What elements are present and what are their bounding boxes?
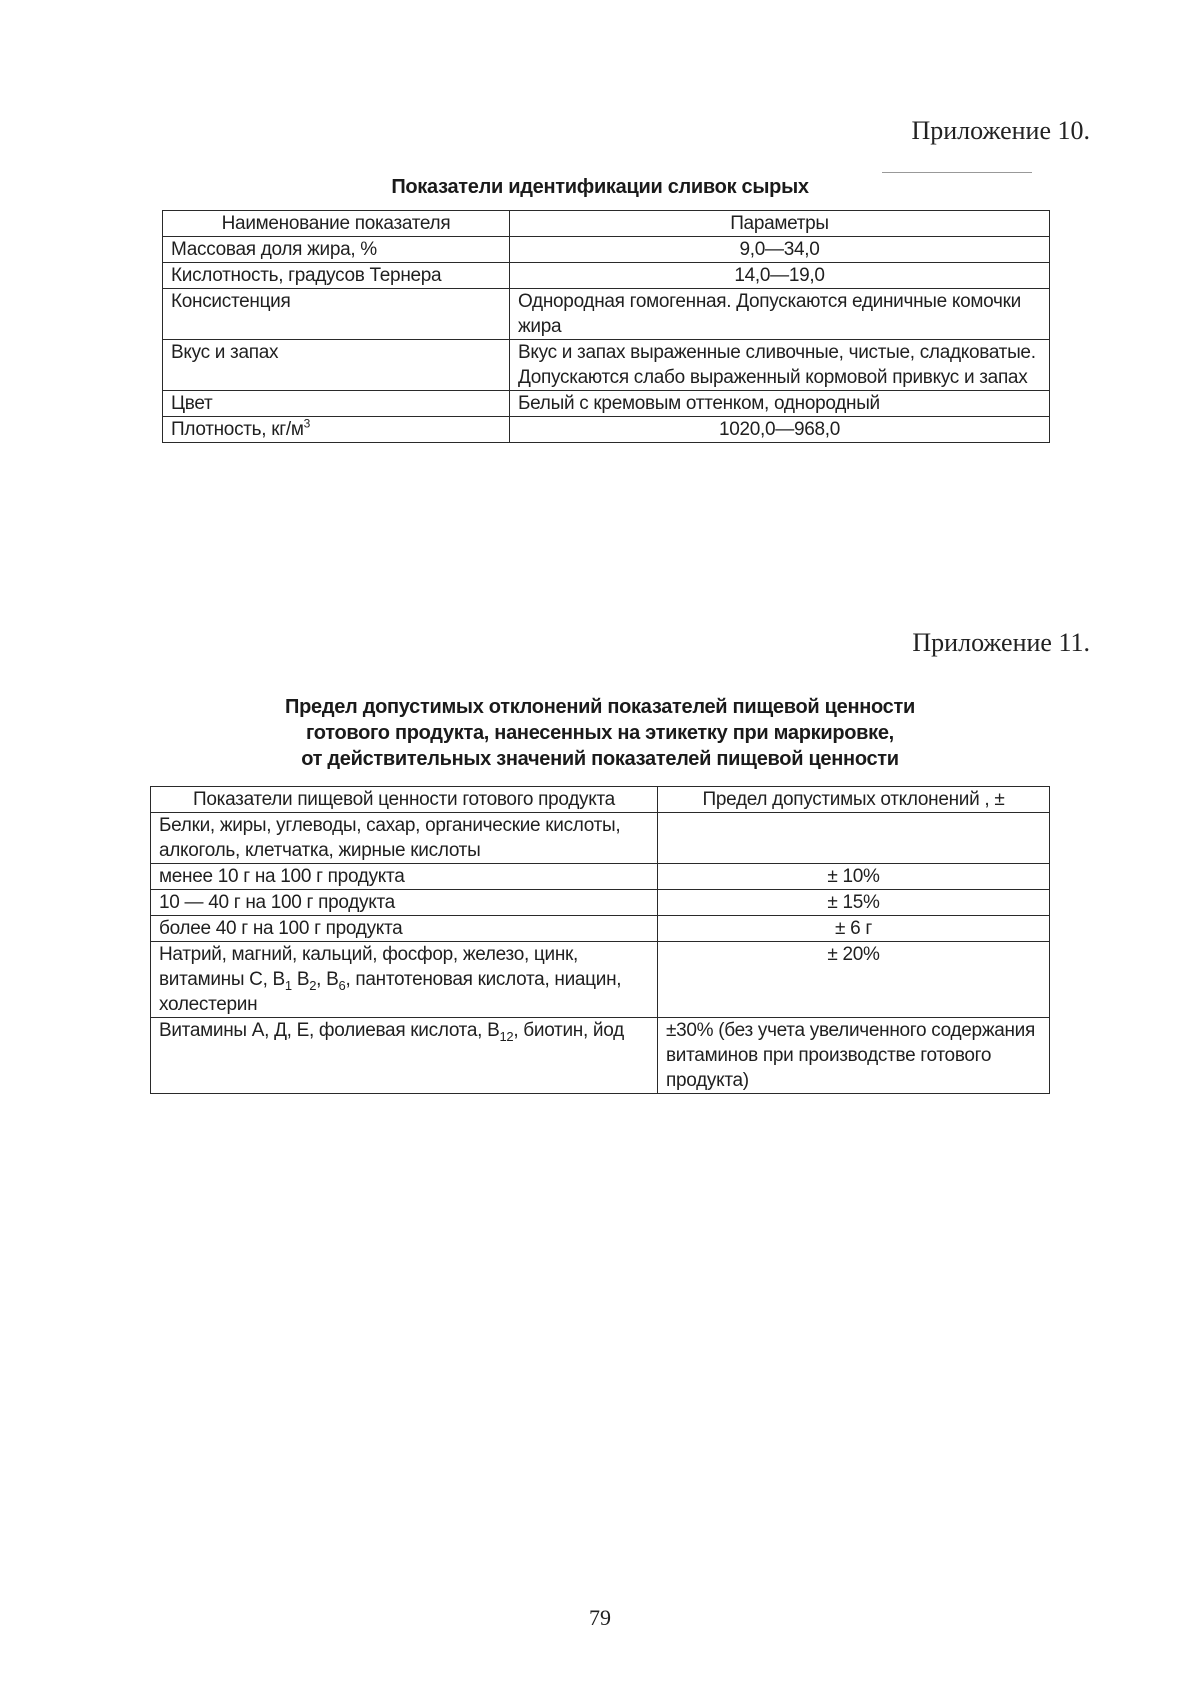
table-row — [151, 890, 1050, 916]
table2-title — [0, 694, 1200, 772]
vitamins-text-c: , В — [316, 969, 339, 990]
table-row — [151, 942, 1050, 1018]
table-row — [163, 289, 1050, 340]
row-label — [151, 942, 658, 1018]
density-unit-superscript: 3 — [303, 416, 310, 431]
header-indicator-name: Наименование показателя — [163, 211, 510, 237]
header-tolerance-limit: Предел допустимых отклонений , ± — [658, 787, 1050, 813]
row-value: Однородная гомогенная. Допускаются единичные комочки жира — [510, 289, 1050, 340]
table1-title: Показатели идентификации сливок сырых — [391, 176, 809, 198]
row-label: Консистенция — [163, 289, 510, 340]
row-label — [163, 417, 510, 443]
cream-identification-table — [162, 210, 1050, 443]
table-row — [151, 864, 1050, 890]
table-row — [151, 1018, 1050, 1094]
table-row — [163, 263, 1050, 289]
table2-title-line: готового продукта, нанесенных на этикетку при маркировке, — [306, 722, 894, 744]
appendix-10-label: Приложение 10. — [911, 116, 1090, 145]
row-label: Белки, жиры, углеводы, сахар, органические кислоты, алкоголь, клетчатка, жирные кислоты — [151, 813, 658, 864]
short-rule-divider — [882, 172, 1032, 173]
subscript-12: 12 — [499, 1028, 514, 1044]
row-label: более 40 г на 100 г продукта — [151, 916, 658, 942]
table-header-row — [163, 211, 1050, 237]
table-row — [151, 813, 1050, 864]
row-value: ± 10% — [658, 864, 1050, 890]
header-parameters: Параметры — [510, 211, 1050, 237]
nutrition-tolerance-table — [150, 786, 1050, 1094]
row-value: ± 20% — [658, 942, 1050, 1018]
row-value: 1020,0—968,0 — [510, 417, 1050, 443]
table-row — [163, 417, 1050, 443]
table2-title-line: от действительных значений показателей пищевой ценности — [301, 748, 899, 770]
subscript-1: 1 — [284, 977, 292, 993]
row-label — [151, 1018, 658, 1094]
subscript-2: 2 — [309, 977, 317, 993]
row-label: Кислотность, градусов Тернера — [163, 263, 510, 289]
appendix-11-label: Приложение 11. — [912, 628, 1090, 657]
subscript-6: 6 — [338, 977, 346, 993]
density-label: Плотность, кг/м — [171, 419, 304, 440]
row-label: менее 10 г на 100 г продукта — [151, 864, 658, 890]
row-label: Массовая доля жира, % — [163, 237, 510, 263]
row-label: Вкус и запах — [163, 340, 510, 391]
row-value — [658, 813, 1050, 864]
row-value: ±30% (без учета увеличенного содержания витаминов при производстве готового продукта) — [658, 1018, 1050, 1094]
row-value: ± 6 г — [658, 916, 1050, 942]
row-label: Цвет — [163, 391, 510, 417]
row-value: 9,0—34,0 — [510, 237, 1050, 263]
vitamins-text-b: В — [291, 969, 310, 990]
header-nutrition-indicators: Показатели пищевой ценности готового продукта — [151, 787, 658, 813]
row-value: ± 15% — [658, 890, 1050, 916]
last-row-text-a: Витамины А, Д, Е, фолиевая кислота, В — [159, 1020, 500, 1041]
page-number: 79 — [589, 1605, 611, 1630]
last-row-text-b: , биотин, йод — [513, 1020, 624, 1041]
table-header-row — [151, 787, 1050, 813]
row-value: 14,0—19,0 — [510, 263, 1050, 289]
row-label: 10 — 40 г на 100 г продукта — [151, 890, 658, 916]
row-value: Вкус и запах выраженные сливочные, чистые, сладковатые. Допускаются слабо выраженный кормовой привкус и запах — [510, 340, 1050, 391]
row-value: Белый с кремовым оттенком, однородный — [510, 391, 1050, 417]
table2-title-line: Предел допустимых отклонений показателей пищевой ценности — [285, 696, 915, 718]
table-row — [163, 391, 1050, 417]
table-row — [151, 916, 1050, 942]
vitamins-text-d: , пантотеновая кислота, ниацин, холестерин — [159, 969, 622, 1015]
table-row — [163, 340, 1050, 391]
table-row — [163, 237, 1050, 263]
vitamins-text-a: Натрий, магний, кальций, фосфор, железо, цинк, витамины С, В — [159, 944, 579, 990]
